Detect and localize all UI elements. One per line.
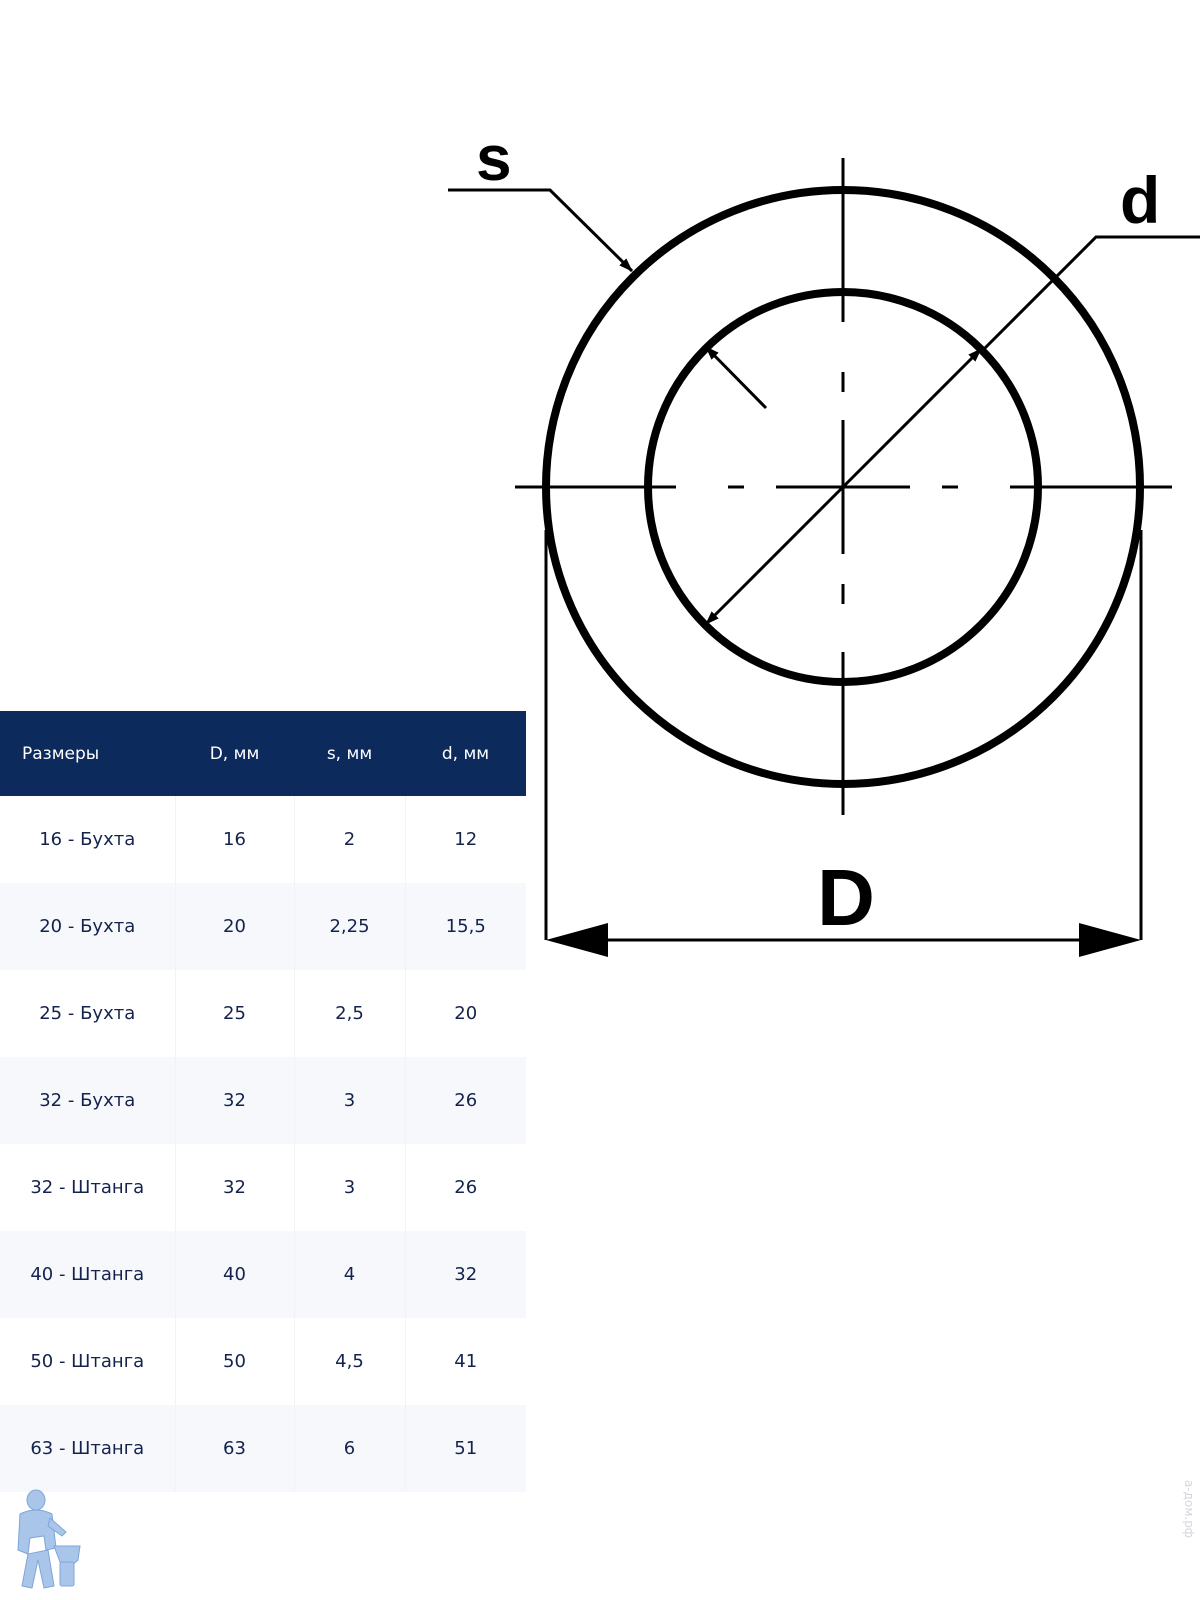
site-watermark: а-дом.рф [1182, 1480, 1196, 1539]
inner-diameter-cell: 26 [405, 1144, 526, 1231]
size-cell: 32 - Бухта [0, 1057, 175, 1144]
inner-diameter-cell: 26 [405, 1057, 526, 1144]
table-header-row [0, 711, 526, 796]
outer-diameter-cell: 63 [175, 1405, 294, 1492]
wall-thickness-cell: 4 [294, 1231, 405, 1318]
s-label: s [476, 122, 512, 194]
outer-diameter-cell: 20 [175, 883, 294, 970]
D-arrow-left [546, 923, 608, 957]
size-cell: 63 - Штанга [0, 1405, 175, 1492]
inner-diameter-cell: 41 [405, 1318, 526, 1405]
table-row [0, 1144, 526, 1231]
table-row [0, 883, 526, 970]
size-cell: 40 - Штанга [0, 1231, 175, 1318]
size-cell: 16 - Бухта [0, 796, 175, 883]
D-label: D [817, 853, 875, 942]
table-row [0, 796, 526, 883]
header-outer-diameter: D, мм [175, 711, 294, 796]
inner-diameter-cell: 12 [405, 796, 526, 883]
size-cell: 50 - Штанга [0, 1318, 175, 1405]
table-row [0, 1231, 526, 1318]
outer-diameter-cell: 16 [175, 796, 294, 883]
inner-diameter-cell: 51 [405, 1405, 526, 1492]
size-cell: 32 - Штанга [0, 1144, 175, 1231]
header-sizes: Размеры [0, 711, 175, 796]
outer-diameter-cell: 25 [175, 970, 294, 1057]
outer-diameter-cell: 32 [175, 1057, 294, 1144]
inner-diameter-cell: 20 [405, 970, 526, 1057]
wall-thickness-cell: 3 [294, 1144, 405, 1231]
D-arrow-right [1079, 923, 1141, 957]
inner-diameter-cell: 15,5 [405, 883, 526, 970]
wall-thickness-cell: 2,5 [294, 970, 405, 1057]
table-row [0, 1405, 526, 1492]
outer-diameter-cell: 50 [175, 1318, 294, 1405]
size-cell: 25 - Бухта [0, 970, 175, 1057]
d-label: d [1120, 163, 1161, 237]
wall-thickness-cell: 6 [294, 1405, 405, 1492]
wall-thickness-cell: 4,5 [294, 1318, 405, 1405]
header-wall-thickness: s, мм [294, 711, 405, 796]
size-cell: 20 - Бухта [0, 883, 175, 970]
header-inner-diameter: d, мм [405, 711, 526, 796]
table-row [0, 1057, 526, 1144]
wall-thickness-cell: 3 [294, 1057, 405, 1144]
wall-thickness-cell: 2,25 [294, 883, 405, 970]
outer-diameter-cell: 40 [175, 1231, 294, 1318]
s-dimension [448, 190, 766, 408]
pipe-size-table [0, 711, 526, 1492]
plumber-mascot-icon [6, 1488, 84, 1594]
table-row [0, 970, 526, 1057]
table-row [0, 1318, 526, 1405]
wall-thickness-cell: 2 [294, 796, 405, 883]
outer-diameter-cell: 32 [175, 1144, 294, 1231]
inner-diameter-cell: 32 [405, 1231, 526, 1318]
